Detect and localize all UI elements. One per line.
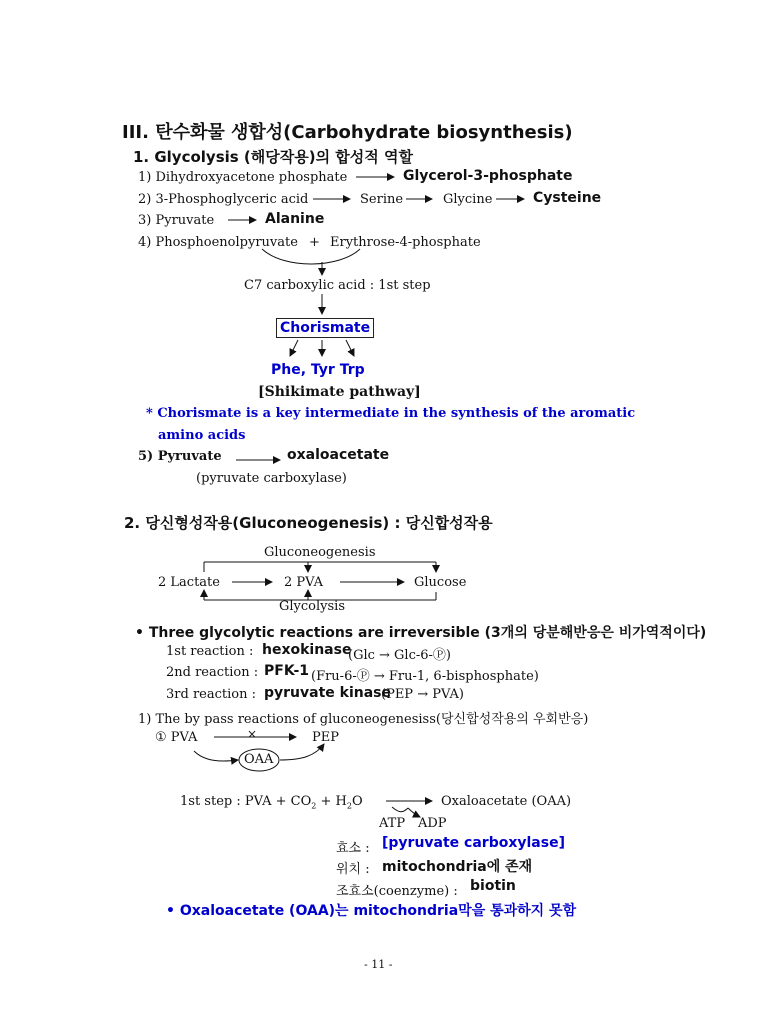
section-title: III. 탄수화물 생합성(Carbohydrate biosynthesis) <box>122 122 573 143</box>
item2-text: 2) 3-Phosphoglyceric acid <box>138 192 309 207</box>
enzyme-label: 효소 : <box>336 841 370 856</box>
gng-top-label: Gluconeogenesis <box>264 545 376 560</box>
item1-product: Glycerol-3-phosphate <box>403 168 573 184</box>
bypass-x-mark: × <box>247 727 258 741</box>
item4-second: Erythrose-4-phosphate <box>330 235 481 250</box>
c7-step: C7 carboxylic acid : 1st step <box>244 278 431 293</box>
chorismate-note-line1: * Chorismate is a key intermediate in the synthesis of the aromatic <box>146 406 636 421</box>
reaction3-enzyme: pyruvate kinase <box>264 685 392 701</box>
bypass-pep: PEP <box>312 730 339 745</box>
first-step-product: Oxaloacetate (OAA) <box>441 794 572 809</box>
glycolysis-heading: 1. Glycolysis (해당작용)의 합성적 역할 <box>133 148 413 166</box>
reaction3-label: 3rd reaction : <box>166 687 256 702</box>
item5-product: oxaloacetate <box>287 447 390 463</box>
gng-lactate: 2 Lactate <box>158 575 220 590</box>
reaction3-detail: (PEP → PVA) <box>381 687 464 702</box>
shikimate-pathway: [Shikimate pathway] <box>258 384 421 400</box>
gluconeogenesis-heading: 2. 당신형성작용(Gluconeogenesis) : 당신합성작용 <box>124 514 493 532</box>
enzyme-value: [pyruvate carboxylase] <box>382 835 565 851</box>
location-label: 위치 : <box>336 862 370 877</box>
item3-text: 3) Pyruvate <box>138 213 215 228</box>
adp-label: ADP <box>418 816 447 831</box>
gng-pva: 2 PVA <box>284 575 324 590</box>
aromatic-amino-acids: Phe, Tyr Trp <box>271 362 365 378</box>
irreversible-note: • Three glycolytic reactions are irreversible (3개의 당분해반응은 비가역적이다) <box>135 625 707 641</box>
reaction2-enzyme: PFK-1 <box>264 663 310 679</box>
item5-text: 5) Pyruvate <box>138 449 222 464</box>
item3-product: Alanine <box>265 211 325 227</box>
item4-text: 4) Phosphoenolpyruvate <box>138 235 298 250</box>
item2-serine: Serine <box>360 192 404 207</box>
item2-product: Cysteine <box>533 190 602 206</box>
reaction2-label: 2nd reaction : <box>166 665 259 680</box>
item2-glycine: Glycine <box>443 192 493 207</box>
item5-enzyme: (pyruvate carboxylase) <box>196 471 347 486</box>
reaction2-detail: (Fru-6-Ⓟ → Fru-1, 6-bisphosphate) <box>311 669 539 684</box>
first-step-equation: 1st step : PVA + $CO_2 + H_2O$ <box>180 794 363 811</box>
chorismate-box: Chorismate <box>276 318 374 338</box>
reaction1-label: 1st reaction : <box>166 644 254 659</box>
bypass-heading: 1) The by pass reactions of gluconeogenesiss(당신합성작용의 우회반응) <box>138 712 589 727</box>
bypass-pva: ① PVA <box>155 730 198 745</box>
bypass-oaa: OAA <box>244 752 274 767</box>
reaction1-detail: (Glc → Glc-6-Ⓟ) <box>348 648 452 663</box>
atp-label: ATP <box>379 816 406 831</box>
oaa-note: • Oxaloacetate (OAA)는 mitochondria막을 통과하지 못함 <box>166 903 577 919</box>
item1-text: 1) Dihydroxyacetone phosphate <box>138 170 348 185</box>
reaction1-enzyme: hexokinase <box>262 642 352 658</box>
coenzyme-value: biotin <box>470 878 516 894</box>
coenzyme-label: 조효소(coenzyme) : <box>336 884 458 899</box>
location-value: mitochondria에 존재 <box>382 859 533 875</box>
page-number: - 11 - <box>364 958 393 971</box>
gng-glucose: Glucose <box>414 575 467 590</box>
item4-plus: + <box>309 235 320 250</box>
chorismate-note-line2: amino acids <box>158 428 246 443</box>
gng-bottom-label: Glycolysis <box>279 599 345 614</box>
